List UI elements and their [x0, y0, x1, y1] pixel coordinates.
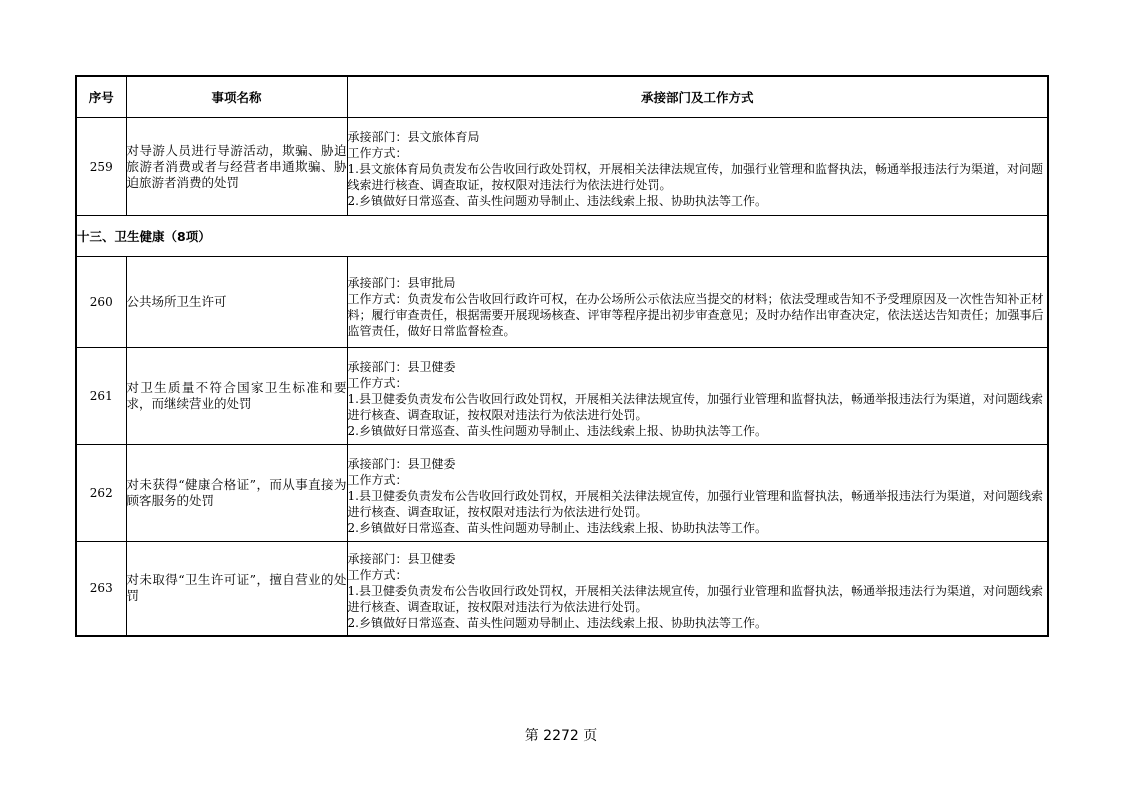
detail-line: 1.县文旅体育局负责发布公告收回行政处罚权，开展相关法律法规宣传，加强行业管理和监督执法，畅通举报违法行为渠道，对问题线索进行核查、调查取证，按权限对违法行为依法进行处罚。	[347, 162, 1043, 192]
table-row	[76, 257, 1048, 348]
detail-line: 2.乡镇做好日常巡查、苗头性问题劝导制止、违法线索上报、协助执法等工作。	[347, 615, 767, 630]
detail-line: 承接部门：县文旅体育局	[347, 130, 480, 144]
detail-line: 工作方式：负责发布公告收回行政许可权，在办公场所公示依法应当提交的材料；依法受理或告知不予受理原因及一次性告知补正材料；履行审查责任，根据需要开展现场核查、评审等程序提出初步审查意见；及时办结作出审查决定，依法送达告知责任；加强事后监管责任，做好日常监督检查。	[347, 292, 1044, 338]
row-name: 对未获得“健康合格证”，而从事直接为顾客服务的处罚	[126, 445, 347, 542]
row-detail	[347, 257, 1048, 348]
detail-line: 1.县卫健委负责发布公告收回行政处罚权，开展相关法律法规宣传，加强行业管理和监督执法，畅通举报违法行为渠道，对问题线索进行核查、调查取证，按权限对违法行为依法进行处罚。	[347, 583, 1043, 614]
matters-table	[75, 75, 1049, 637]
page-number: 第 2272 页	[524, 728, 598, 744]
row-seq: 263	[76, 542, 126, 636]
detail-line: 承接部门：县卫健委	[347, 551, 456, 566]
table-row	[76, 542, 1048, 636]
detail-line: 工作方式：	[347, 472, 408, 487]
detail-line: 承接部门：县卫健委	[347, 359, 456, 374]
row-name: 对导游人员进行导游活动，欺骗、胁迫旅游者消费或者与经营者串通欺骗、胁迫旅游者消费的处罚	[126, 118, 347, 216]
row-name: 对卫生质量不符合国家卫生标准和要求，而继续营业的处罚	[126, 348, 347, 445]
row-name: 公共场所卫生许可	[126, 257, 347, 348]
header-name: 事项名称	[126, 76, 347, 118]
detail-line: 工作方式：	[347, 146, 408, 160]
detail-line: 1.县卫健委负责发布公告收回行政处罚权，开展相关法律法规宣传，加强行业管理和监督执法，畅通举报违法行为渠道，对问题线索进行核查、调查取证，按权限对违法行为依法进行处罚。	[347, 488, 1043, 519]
row-seq: 262	[76, 445, 126, 542]
section-row	[76, 216, 1048, 257]
table-row	[76, 348, 1048, 445]
header-detail: 承接部门及工作方式	[347, 76, 1048, 118]
row-detail	[347, 542, 1048, 636]
detail-line: 工作方式：	[347, 567, 408, 582]
row-seq: 259	[76, 118, 126, 216]
detail-line: 1.县卫健委负责发布公告收回行政处罚权，开展相关法律法规宣传，加强行业管理和监督执法，畅通举报违法行为渠道，对问题线索进行核查、调查取证，按权限对违法行为依法进行处罚。	[347, 391, 1043, 422]
detail-line: 承接部门：县卫健委	[347, 456, 456, 471]
detail-line: 承接部门：县审批局	[347, 276, 456, 290]
row-seq: 260	[76, 257, 126, 348]
row-detail	[347, 445, 1048, 542]
table-header-row	[76, 76, 1048, 118]
row-seq: 261	[76, 348, 126, 445]
row-detail	[347, 348, 1048, 445]
detail-line: 2.乡镇做好日常巡查、苗头性问题劝导制止、违法线索上报、协助执法等工作。	[347, 194, 767, 208]
detail-line: 2.乡镇做好日常巡查、苗头性问题劝导制止、违法线索上报、协助执法等工作。	[347, 520, 767, 535]
row-detail	[347, 118, 1048, 216]
detail-line: 工作方式：	[347, 375, 408, 390]
row-name: 对未取得“卫生许可证”，擅自营业的处罚	[126, 542, 347, 636]
section-title: 十三、卫生健康（8项）	[76, 216, 1048, 257]
header-seq: 序号	[76, 76, 126, 118]
table-row	[76, 445, 1048, 542]
table-row	[76, 118, 1048, 216]
detail-line: 2.乡镇做好日常巡查、苗头性问题劝导制止、违法线索上报、协助执法等工作。	[347, 423, 767, 438]
